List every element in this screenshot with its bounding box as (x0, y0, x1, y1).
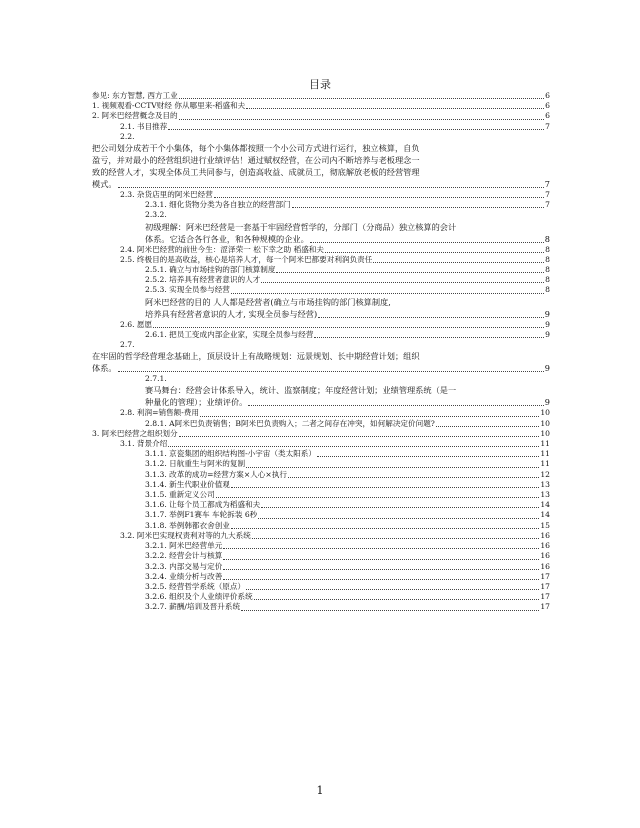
toc-entry[interactable] (92, 541, 550, 551)
toc-entry-page: 8 (545, 244, 550, 254)
toc-entry-page: 9 (544, 308, 550, 319)
toc-entry[interactable] (92, 408, 550, 418)
dot-leader (231, 528, 539, 529)
toc-entry-number: 2.2. (120, 131, 135, 141)
toc-entry[interactable] (92, 330, 550, 340)
toc-entry[interactable] (92, 101, 550, 111)
toc-entry[interactable] (92, 459, 550, 469)
dot-leader (223, 579, 539, 580)
dot-leader (179, 98, 544, 99)
toc-entry-page: 11 (540, 439, 550, 449)
toc-entry[interactable] (92, 320, 550, 330)
toc-entry-page: 11 (540, 459, 550, 469)
toc-entry-page: 6 (545, 101, 550, 111)
toc-entry-text: 3.2.4. 业绩分析与改善 (145, 571, 223, 581)
toc-entry[interactable] (92, 296, 550, 320)
toc-entry-page: 7 (544, 179, 550, 190)
toc-entry-number: 2.3.2. (145, 210, 167, 220)
dot-leader (231, 487, 539, 488)
toc-entry-text: 3.1.5. 重新定义公司 (145, 490, 215, 500)
toc-entry[interactable] (92, 340, 550, 374)
dot-leader (261, 507, 539, 508)
toc-entry-text: 2.5.1. 确立与市场挂钩的部门核算制度 (145, 265, 276, 275)
dot-leader (246, 108, 544, 109)
toc-entry-text: 3.2.7. 薪酬/培训及晋升系统 (145, 602, 241, 612)
toc-entry-text: 种量化的管理）；业绩评价。 (145, 397, 248, 408)
toc-entry[interactable] (92, 490, 550, 500)
toc-entry-page: 8 (545, 275, 550, 285)
dot-leader (318, 317, 544, 318)
toc-entry-page: 8 (545, 265, 550, 275)
toc-entry[interactable] (92, 531, 550, 541)
dot-leader (216, 497, 540, 498)
dot-leader (314, 337, 544, 338)
toc-entry-text: 体系。 (92, 363, 117, 374)
toc-entry-text: 培养具有经营者意识的人才, 实现全员参与经营) (145, 308, 318, 319)
toc-entry-text: 3.1.1. 京瓷集团的组织结构图-小宇宙（类太阳系） (145, 449, 316, 459)
toc-entry[interactable] (92, 551, 550, 561)
toc-entry[interactable] (92, 210, 550, 244)
toc-entry[interactable] (92, 265, 550, 275)
toc-entry[interactable] (92, 245, 550, 255)
toc-entry-page: 15 (540, 520, 550, 530)
dot-leader (153, 327, 544, 328)
dot-leader (214, 197, 544, 198)
page-number: 1 (316, 784, 324, 797)
toc-entry[interactable] (92, 200, 550, 210)
toc-entry-page: 16 (540, 541, 550, 551)
toc-entry-page: 8 (545, 254, 550, 264)
toc-entry-text: 2.6. 愿愿 (120, 319, 153, 329)
toc-entry-text: 体系。它适合各行各业，和各种规模的企业。 (145, 233, 309, 244)
dot-leader (436, 426, 539, 427)
toc-entry-page: 6 (545, 91, 550, 100)
toc-entry-page: 8 (544, 233, 550, 244)
toc-entry-text: 3.1.7. 举例F1赛车 车轮拆装 6秒 (145, 510, 258, 520)
dot-leader (179, 436, 540, 437)
toc-entry[interactable] (92, 190, 550, 200)
toc-entry-text: 2.8. 利润=销售额-费用 (120, 408, 199, 418)
dot-leader (168, 446, 539, 447)
toc-entry[interactable] (92, 582, 550, 592)
toc-entry[interactable] (92, 111, 550, 121)
toc-entry-text: 3.1.4. 新生代职业价值观 (145, 479, 230, 489)
dot-leader (288, 477, 539, 478)
dot-leader (254, 599, 540, 600)
toc-entry-text: 3.2. 阿米巴实现权责利对等的九大系统 (120, 530, 251, 540)
toc-entry-text: 3.1. 背景介绍 (120, 439, 168, 449)
dot-leader (118, 187, 544, 188)
dot-leader (292, 207, 545, 208)
dot-leader (317, 456, 539, 457)
dot-leader (168, 129, 544, 130)
toc-entry-text: 2.5. 终极目的是高收益，核心是培养人才，每一个阿米巴都要对利润负责任 (120, 254, 373, 264)
dot-leader (231, 293, 544, 294)
toc-entry-page: 17 (540, 581, 550, 591)
toc-entry-text: 初级理解：阿米巴经营是一套基于牢固经营哲学的，分部门（分商品）独立核算的会计 (145, 221, 457, 232)
dot-leader (246, 467, 539, 468)
toc-entry-page: 10 (540, 408, 550, 418)
toc-entry-page: 10 (540, 428, 550, 438)
toc-entry[interactable] (92, 439, 550, 449)
toc-entry[interactable] (92, 132, 550, 190)
toc-entry-text: 3.2.5. 经营哲学系统（原点） (145, 581, 246, 591)
toc-entry-text: 2.8.1. A阿米巴负责销售；B阿米巴负责购入；二者之间存在冲突，如何解决定价问题? (145, 418, 435, 428)
toc-entry[interactable] (92, 470, 550, 480)
toc-entry-text: 2.6.1. 把员工变成内部企业家，实现全员参与经营 (145, 329, 314, 339)
toc-entry-number: 2.7.1. (145, 374, 167, 384)
toc-entry[interactable] (92, 91, 550, 101)
dot-leader (325, 252, 544, 253)
dot-leader (246, 589, 539, 590)
toc-entry[interactable] (92, 602, 550, 612)
toc-entry[interactable] (92, 122, 550, 132)
dot-leader (261, 282, 544, 283)
toc-entry[interactable] (92, 521, 550, 531)
toc-entry-page: 16 (540, 551, 550, 561)
toc-entry-page: 7 (545, 190, 550, 200)
toc-entry-text: 2.4. 阿米巴经营的前世今生：涩泽荣一 松下幸之助 稻盛和夫 (120, 244, 324, 254)
toc-entry-page: 16 (540, 530, 550, 540)
toc-entry-text: 2.5.3. 实现全员参与经营 (145, 285, 230, 295)
toc-entry-text: 阿米巴经营的目的 人人都是经营者(确立与市场挂钩的部门核算制度, (145, 296, 391, 307)
toc-entry[interactable] (92, 562, 550, 572)
toc-entry-page: 6 (545, 111, 550, 121)
toc-entry[interactable] (92, 275, 550, 285)
toc-entry-page: 17 (540, 592, 550, 602)
toc-entry-text: 3.2.6. 组织及个人业绩评价系统 (145, 592, 253, 602)
toc-entry[interactable] (92, 500, 550, 510)
toc-entry-text: 2. 阿米巴经营概念及目的 (92, 111, 178, 121)
dot-leader (200, 416, 539, 417)
toc-entry-page: 17 (540, 571, 550, 581)
dot-leader (252, 538, 540, 539)
toc-entry-text: 参见: 东方智慧, 西方工业 (92, 91, 178, 100)
toc-entry[interactable] (92, 429, 550, 439)
toc-entry[interactable] (92, 374, 550, 408)
toc-entry-text: 模式。 (92, 179, 117, 190)
toc-entry-text: 3.2.2. 经营会计与核算 (145, 551, 223, 561)
dot-leader (310, 242, 544, 243)
toc-entry-page: 16 (540, 561, 550, 571)
dot-leader (248, 405, 543, 406)
dot-leader (118, 371, 544, 372)
toc-entry-text: 3.2.1. 阿米巴经营单元 (145, 541, 223, 551)
toc-entry-text: 2.3. 杂货店里的阿米巴经营 (120, 190, 213, 200)
toc-entry[interactable] (92, 419, 550, 429)
toc-entry-page: 13 (540, 490, 550, 500)
toc-entry-text: 2.5.2. 培养具有经营者意识的人才 (145, 275, 261, 285)
toc-entry-text: 3.1.2. 日航重生与阿米的复制 (145, 459, 246, 469)
toc-entry-text: 2.3.1. 细化货物分类为各自独立的经营部门 (145, 200, 291, 210)
toc-entry-page: 13 (540, 479, 550, 489)
toc-entry-page: 8 (545, 285, 550, 295)
toc-entry-text: 致的经营人才，实现全体员工共同参与，创造高收益、成就员工，彻底解放老板的经营管理 (92, 167, 420, 178)
toc-entry[interactable] (92, 510, 550, 520)
toc-entry-text: 3.1.3. 改革的成功=经营方案×人心×执行 (145, 469, 287, 479)
toc-title: 目录 (309, 78, 331, 91)
toc-entry[interactable] (92, 255, 550, 265)
toc-entry-page: 9 (544, 363, 550, 374)
toc-entry-text: 2.1. 书目推荐 (120, 121, 168, 131)
toc-entry-page: 9 (545, 319, 550, 329)
toc-entry[interactable] (92, 480, 550, 490)
dot-leader (241, 610, 539, 611)
toc-entry[interactable] (92, 572, 550, 582)
toc-entry-page: 9 (545, 329, 550, 339)
toc-entry-text: 盈亏，并对最小的经营组织进行业绩评估！通过赋权经营，在公司内不断培养与老板理念一 (92, 155, 420, 166)
toc-entry-page: 11 (540, 449, 550, 459)
toc-entry[interactable] (92, 592, 550, 602)
toc-entry-page: 10 (540, 418, 550, 428)
dot-leader (179, 119, 545, 120)
toc-entry-page: 14 (540, 510, 550, 520)
toc-entry[interactable] (92, 449, 550, 459)
toc-entry-text: 1. 视频观看-CCTV财经 你从哪里来-稻盛和夫 (92, 101, 246, 111)
toc-entry-number: 2.7. (120, 340, 135, 350)
dot-leader (223, 559, 539, 560)
toc-entry-page: 7 (545, 200, 550, 210)
toc-entry-page: 12 (540, 469, 550, 479)
dot-leader (373, 262, 544, 263)
toc-entry-page: 9 (544, 397, 550, 408)
toc-entry-page: 14 (540, 500, 550, 510)
toc-entry-text: 3.1.6. 让每个员工都成为稻盛和夫 (145, 500, 261, 510)
toc-entry-page: 7 (545, 121, 550, 131)
toc-entry-page: 17 (540, 602, 550, 612)
toc-entry-text: 赛马舞台：经营会计体系导入，统计、监察制度；年度经营计划；业绩管理系统（是一 (145, 385, 457, 396)
dot-leader (258, 518, 539, 519)
dot-leader (276, 272, 544, 273)
toc-entry-text: 3.2.3. 内部交易与定价 (145, 561, 223, 571)
toc-entry-text: 把公司划分成若干个小集体，每个小集体都按照一个小公司方式进行运行，独立核算，自负 (92, 143, 420, 154)
dot-leader (223, 548, 539, 549)
toc-entry-text: 3. 阿米巴经营之组织划分 (92, 428, 178, 438)
toc-entry-text: 在牢固的哲学经营理念基础上，顶层设计上有战略规划：远景规划、长中期经营计划；组织 (92, 351, 420, 362)
dot-leader (223, 569, 539, 570)
table-of-contents (92, 91, 550, 613)
toc-entry[interactable] (92, 285, 550, 295)
toc-entry-text: 3.1.8. 举例韩都衣舍创业 (145, 520, 230, 530)
